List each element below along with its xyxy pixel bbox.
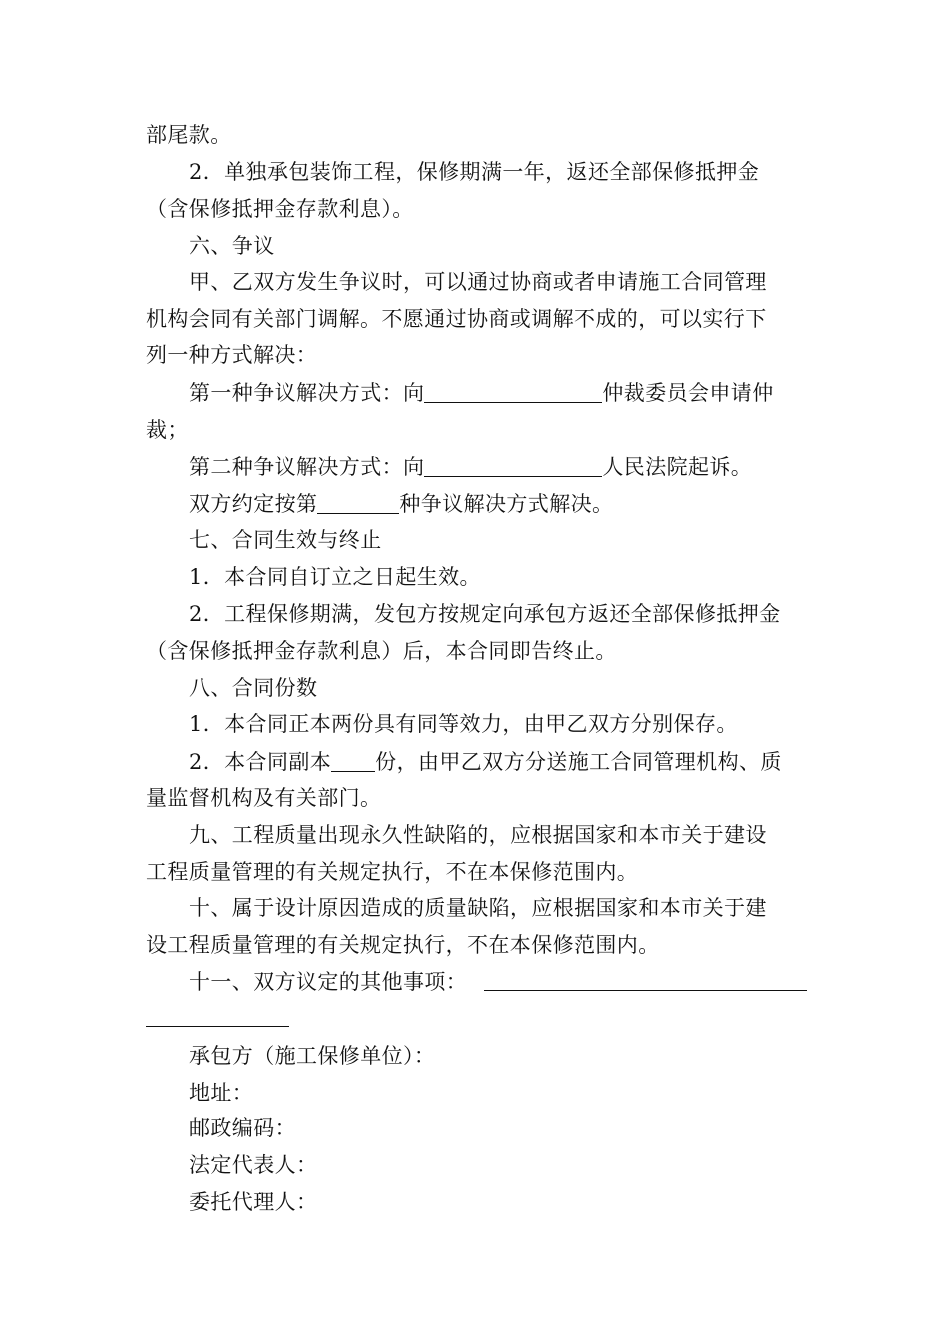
text-line: （含保修抵押金存款利息）后，本合同即告终止。 (146, 639, 617, 663)
text-line: （含保修抵押金存款利息）。 (146, 197, 414, 221)
fill-in-blank (484, 990, 807, 991)
fill-in-blank (424, 456, 602, 477)
section-heading: 八、合同份数 (189, 676, 318, 700)
text-line: 1．本合同自订立之日起生效。 (189, 565, 481, 589)
signature-field-label: 委托代理人： (189, 1190, 318, 1214)
signature-field-label: 法定代表人： (189, 1153, 318, 1177)
text-line: 设工程质量管理的有关规定执行，不在本保修范围内。 (146, 933, 660, 957)
text-line: 甲、乙双方发生争议时，可以通过协商或者申请施工合同管理 (189, 270, 767, 294)
text-line: 机构会同有关部门调解。不愿通过协商或调解不成的，可以实行下 (146, 307, 767, 331)
fill-in-blank (146, 1026, 289, 1027)
text-line: 九、工程质量出现永久性缺陷的，应根据国家和本市关于建设 (189, 823, 767, 847)
signature-field-label: 邮政编码： (189, 1116, 296, 1140)
text-line: 2．单独承包装饰工程，保修期满一年，返还全部保修抵押金 (189, 160, 760, 184)
text-line: 十一、双方议定的其他事项： (189, 970, 468, 994)
text-line: 裁； (146, 418, 189, 442)
signature-field-label: 承包方（施工保修单位）： (189, 1044, 436, 1068)
text-line: 工程质量管理的有关规定执行，不在本保修范围内。 (146, 860, 639, 884)
section-heading: 六、争议 (189, 234, 275, 258)
text-line: 部尾款。 (146, 123, 232, 147)
text-line: 2．本合同副本 份，由甲乙双方分送施工合同管理机构、质 (189, 750, 782, 774)
text-line: 2．工程保修期满，发包方按规定向承包方返还全部保修抵押金 (189, 602, 781, 626)
text-line: 1．本合同正本两份具有同等效力，由甲乙双方分别保存。 (189, 712, 738, 736)
text-line: 第一种争议解决方式：向 仲裁委员会申请仲 (189, 381, 774, 405)
text-line: 列一种方式解决： (146, 343, 318, 367)
text-line: 第二种争议解决方式：向 人民法院起诉。 (189, 455, 753, 479)
fill-in-blank (424, 382, 602, 403)
text-line: 双方约定按第 种争议解决方式解决。 (189, 492, 614, 516)
text-line: 量监督机构及有关部门。 (146, 786, 382, 810)
text-line: 十、属于设计原因造成的质量缺陷，应根据国家和本市关于建 (189, 896, 767, 920)
fill-in-blank (331, 751, 375, 772)
signature-field-label: 地址： (189, 1081, 254, 1105)
fill-in-blank (317, 493, 399, 514)
section-heading: 七、合同生效与终止 (189, 528, 382, 552)
